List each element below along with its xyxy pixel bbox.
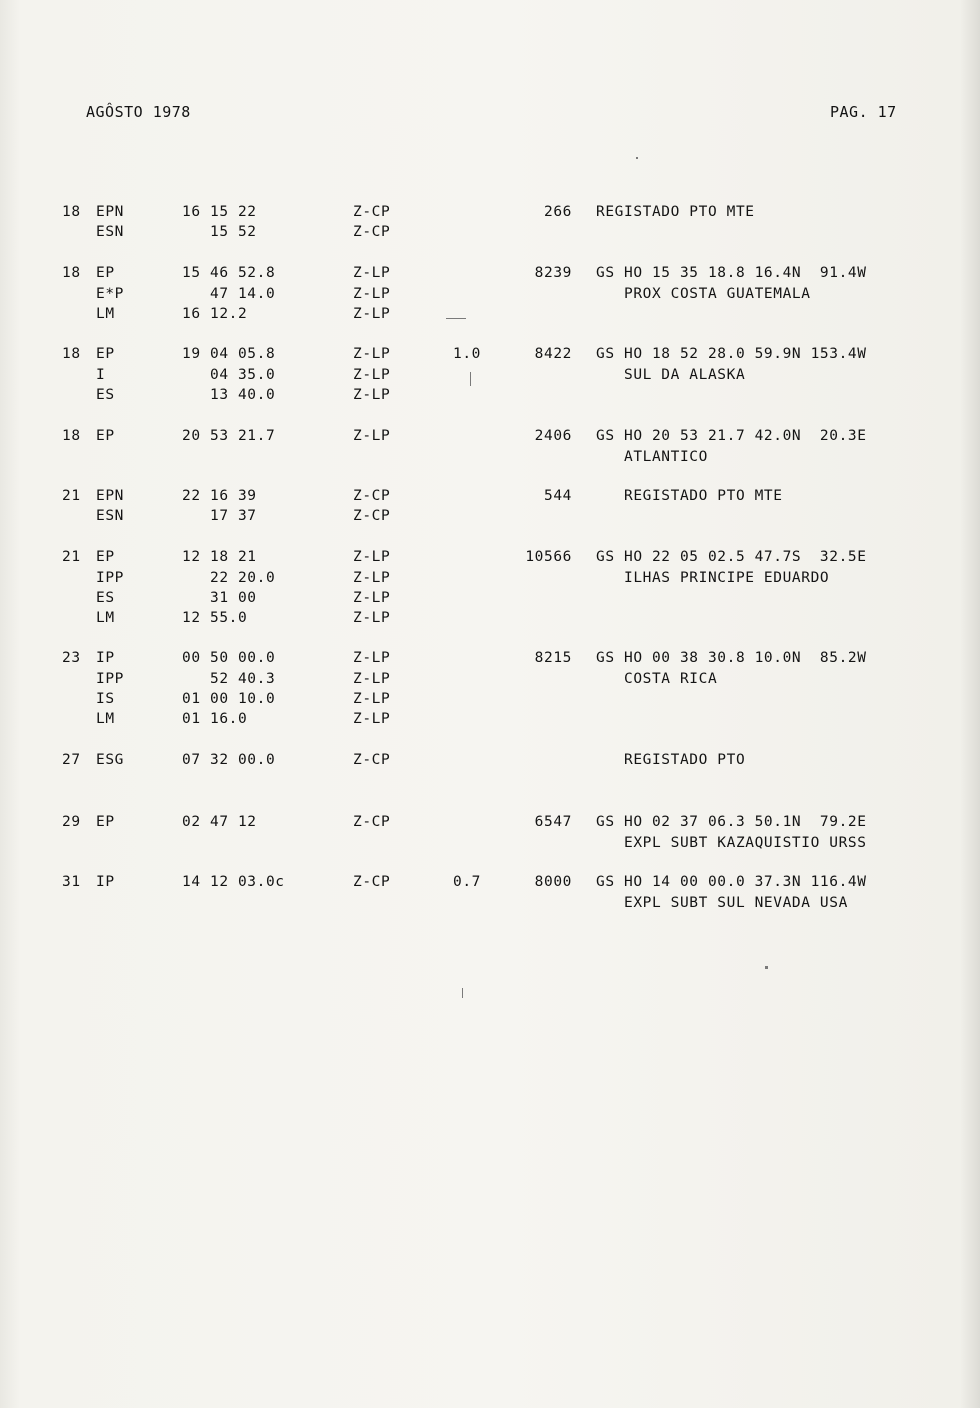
table-row [0,874,980,894]
reference-cell: COSTA RICA [596,671,718,687]
component-cell: Z-LP [353,590,391,606]
table-row [0,570,980,590]
phase-cell: E*P [96,286,124,302]
reference-cell: GS HO 00 38 30.8 10.0N 85.2W [596,650,867,666]
table-row [0,449,980,469]
table-row [0,508,980,528]
phase-cell: EP [96,346,115,362]
distance-cell: 266 [544,204,572,220]
distance-cell: 8239 [534,265,572,281]
day-cell: 21 [62,549,81,565]
phase-cell: EPN [96,204,124,220]
time-cell: 07 32 00.0 [182,752,276,768]
time-cell: 22 20.0 [182,570,276,586]
pen-mark [446,318,466,319]
phase-cell: IS [96,691,115,707]
component-cell: Z-CP [353,488,391,504]
phase-cell: EP [96,265,115,281]
component-cell: Z-LP [353,367,391,383]
component-cell: Z-LP [353,265,391,281]
time-cell: 01 16.0 [182,711,248,727]
time-cell: 14 12 03.0c [182,874,285,890]
phase-cell: EP [96,549,115,565]
reference-cell: REGISTADO PTO [596,752,746,768]
table-row [0,691,980,711]
table-row [0,549,980,569]
reference-cell: REGISTADO PTO MTE [596,204,755,220]
time-cell: 01 00 10.0 [182,691,276,707]
reference-cell: GS HO 20 53 21.7 42.0N 20.3E [596,428,867,444]
distance-cell: 544 [544,488,572,504]
phase-cell: EP [96,814,115,830]
phase-cell: IP [96,874,115,890]
day-cell: 29 [62,814,81,830]
phase-cell: IP [96,650,115,666]
table-row [0,590,980,610]
distance-cell: 10566 [525,549,572,565]
distance-cell: 8000 [534,874,572,890]
header-date: AGÔSTO 1978 [86,103,191,121]
day-cell: 27 [62,752,81,768]
reference-cell: ILHAS PRINCIPE EDUARDO [596,570,830,586]
time-cell: 47 14.0 [182,286,276,302]
table-row [0,306,980,326]
table-row [0,488,980,508]
pen-mark [636,157,638,159]
time-cell: 12 18 21 [182,549,257,565]
phase-cell: EP [96,428,115,444]
component-cell: Z-LP [353,711,391,727]
time-cell: 00 50 00.0 [182,650,276,666]
table-row [0,286,980,306]
component-cell: Z-LP [353,650,391,666]
header-page-number: PAG. 17 [830,103,897,121]
time-cell: 15 52 [182,224,257,240]
day-cell: 18 [62,346,81,362]
time-cell: 52 40.3 [182,671,276,687]
day-cell: 31 [62,874,81,890]
day-cell: 18 [62,428,81,444]
table-row [0,835,980,855]
distance-cell: 8215 [534,650,572,666]
component-cell: Z-LP [353,387,391,403]
reference-cell: GS HO 18 52 28.0 59.9N 153.4W [596,346,867,362]
reference-cell: GS HO 02 37 06.3 50.1N 79.2E [596,814,867,830]
phase-cell: EPN [96,488,124,504]
component-cell: Z-CP [353,224,391,240]
component-cell: Z-LP [353,286,391,302]
day-cell: 18 [62,204,81,220]
phase-cell: I [96,367,106,383]
pen-mark [470,372,471,386]
time-cell: 19 04 05.8 [182,346,276,362]
table-row [0,671,980,691]
reference-cell: GS HO 22 05 02.5 47.7S 32.5E [596,549,867,565]
phase-cell: ESN [96,224,124,240]
phase-cell: ES [96,387,115,403]
reference-cell: PROX COSTA GUATEMALA [596,286,811,302]
component-cell: Z-CP [353,204,391,220]
reference-cell: SUL DA ALASKA [596,367,746,383]
time-cell: 02 47 12 [182,814,257,830]
day-cell: 18 [62,265,81,281]
component-cell: Z-LP [353,549,391,565]
table-row [0,428,980,448]
table-row [0,752,980,772]
time-cell: 04 35.0 [182,367,276,383]
phase-cell: ESG [96,752,124,768]
time-cell: 16 15 22 [182,204,257,220]
time-cell: 12 55.0 [182,610,248,626]
phase-cell: ES [96,590,115,606]
distance-cell: 2406 [534,428,572,444]
reference-cell: ATLANTICO [596,449,708,465]
phase-cell: ESN [96,508,124,524]
time-cell: 15 46 52.8 [182,265,276,281]
table-row [0,895,980,915]
fb-cell: 0.7 [453,874,481,890]
table-row [0,650,980,670]
component-cell: Z-LP [353,346,391,362]
component-cell: Z-CP [353,508,391,524]
component-cell: Z-LP [353,428,391,444]
reference-cell: EXPL SUBT KAZAQUISTIO URSS [596,835,867,851]
component-cell: Z-CP [353,874,391,890]
component-cell: Z-LP [353,610,391,626]
component-cell: Z-LP [353,306,391,322]
component-cell: Z-LP [353,570,391,586]
table-row [0,814,980,834]
table-row [0,224,980,244]
reference-cell: GS HO 15 35 18.8 16.4N 91.4W [596,265,867,281]
phase-cell: LM [96,711,115,727]
table-row [0,711,980,731]
reference-cell: REGISTADO PTO MTE [596,488,783,504]
table-row [0,387,980,407]
time-cell: 22 16 39 [182,488,257,504]
table-row [0,265,980,285]
phase-cell: LM [96,306,115,322]
component-cell: Z-LP [353,691,391,707]
table-row [0,346,980,366]
day-cell: 23 [62,650,81,666]
time-cell: 17 37 [182,508,257,524]
reference-cell: GS HO 14 00 00.0 37.3N 116.4W [596,874,867,890]
reference-cell: EXPL SUBT SUL NEVADA USA [596,895,848,911]
phase-cell: LM [96,610,115,626]
fb-cell: 1.0 [453,346,481,362]
time-cell: 16 12.2 [182,306,248,322]
component-cell: Z-CP [353,752,391,768]
time-cell: 20 53 21.7 [182,428,276,444]
table-row [0,367,980,387]
component-cell: Z-LP [353,671,391,687]
table-row [0,204,980,224]
day-cell: 21 [62,488,81,504]
distance-cell: 8422 [534,346,572,362]
phase-cell: IPP [96,570,124,586]
phase-cell: IPP [96,671,124,687]
pen-mark [765,966,768,969]
component-cell: Z-CP [353,814,391,830]
time-cell: 13 40.0 [182,387,276,403]
pen-mark [462,988,463,998]
table-row [0,610,980,630]
distance-cell: 6547 [534,814,572,830]
time-cell: 31 00 [182,590,257,606]
